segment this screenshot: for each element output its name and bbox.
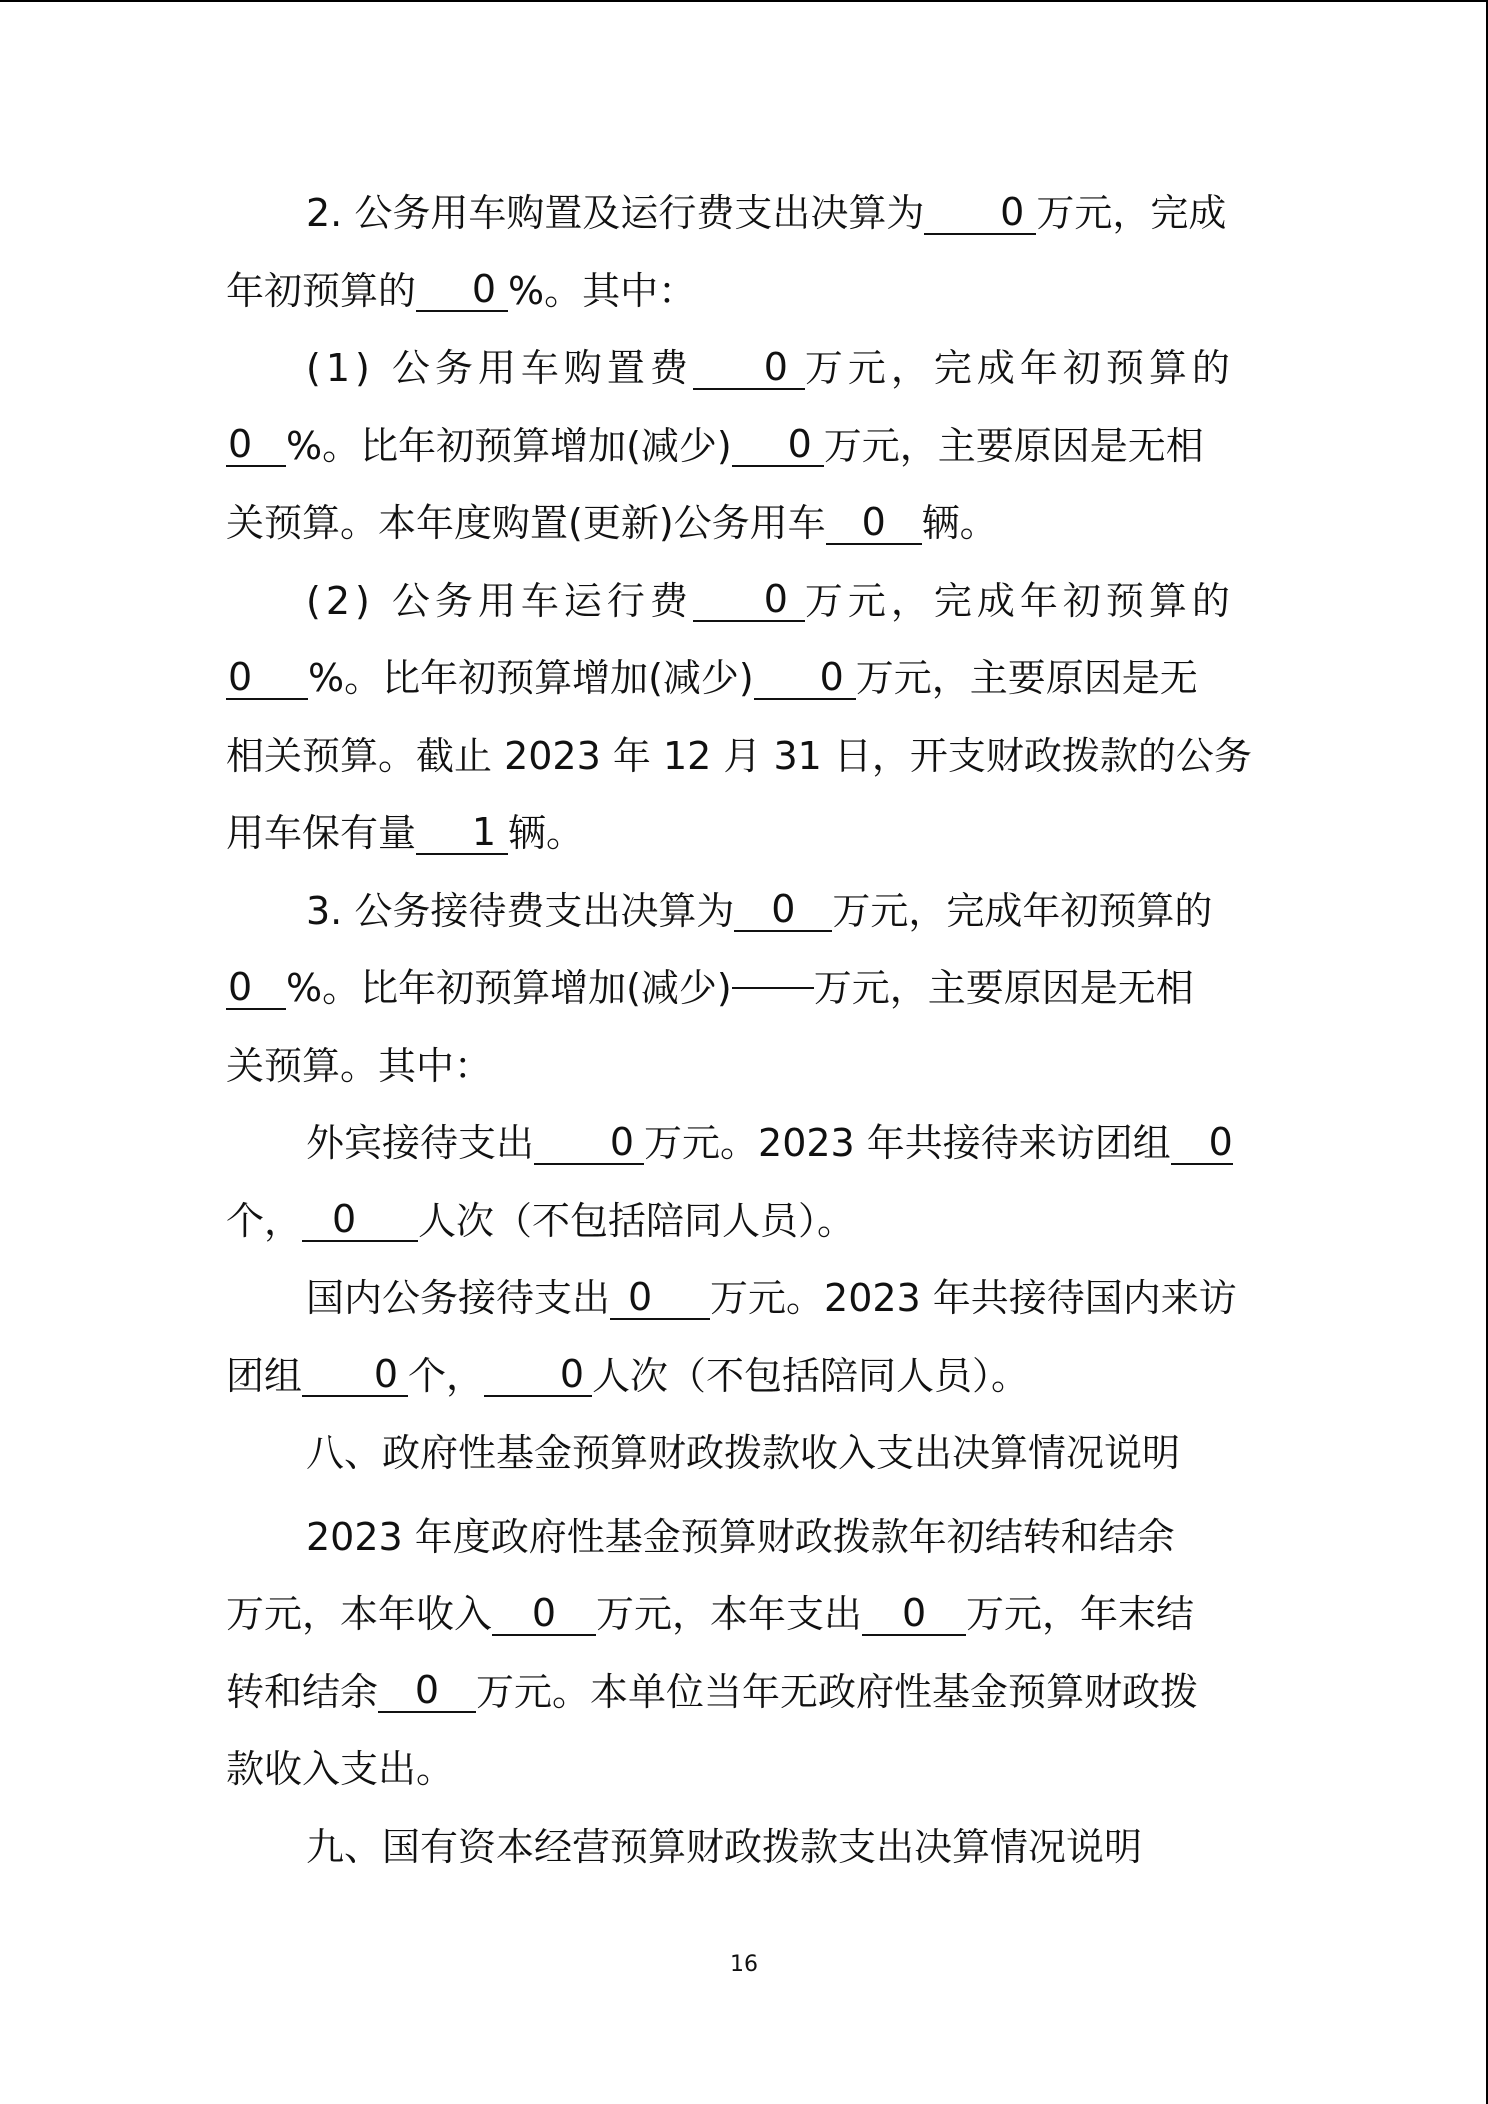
text: 个， xyxy=(408,1353,485,1398)
text: 3. 公务接待费支出决算为 xyxy=(306,888,735,933)
blank-value: 0 xyxy=(693,578,805,622)
text: 万元，完成年初预算的 xyxy=(804,346,1235,390)
blank-value: 1 xyxy=(416,811,508,855)
text: 万元。本单位当年无政府性基金预算财政拨 xyxy=(476,1669,1199,1714)
text: 2. 公务用车购置及运行费支出决算为 xyxy=(306,191,925,235)
text: 关预算。其中： xyxy=(226,1043,493,1088)
text: 辆。 xyxy=(921,501,998,545)
text: 万元，主要原因是无相 xyxy=(823,423,1204,468)
paragraph-line xyxy=(226,1183,1262,1261)
blank-value: 0 xyxy=(754,656,856,700)
paragraph-line xyxy=(226,1654,1262,1732)
blank-value: 0 xyxy=(924,191,1036,235)
blank-value: 0 xyxy=(732,423,824,467)
text: %。比年初预算增加(减少) xyxy=(286,966,732,1010)
text: 万元，年末结 xyxy=(966,1592,1195,1636)
paragraph-line xyxy=(226,1731,1262,1809)
blank-value: 0 xyxy=(226,656,308,700)
blank-value: 0 xyxy=(226,966,286,1010)
paragraph-line xyxy=(226,1105,1262,1183)
text: 万元。2023 年共接待国内来访 xyxy=(710,1276,1237,1320)
paragraph-line xyxy=(226,795,1262,873)
text: 万元，本年收入 xyxy=(226,1592,493,1636)
text: 年初预算的 xyxy=(226,268,417,313)
blank-value: 0 xyxy=(1171,1121,1233,1165)
text: 万元，主要原因是无相 xyxy=(813,966,1194,1010)
document-body xyxy=(226,175,1262,1886)
text: 人次（不包括陪同人员）。 xyxy=(592,1353,1030,1398)
text: 辆。 xyxy=(508,811,585,855)
text: %。其中： xyxy=(508,268,697,313)
paragraph-line xyxy=(226,408,1262,486)
text: 万元，本年支出 xyxy=(596,1592,863,1636)
paragraph-line xyxy=(226,1028,1262,1106)
text: 个， xyxy=(226,1198,303,1243)
text: 团组 xyxy=(226,1353,303,1398)
paragraph-line xyxy=(226,1576,1262,1654)
text: 万元。2023 年共接待来访团组 xyxy=(644,1121,1171,1165)
text: 相关预算。截止 2023 年 12 月 31 日，开支财政拨款的公务 xyxy=(226,733,1252,778)
text: 外宾接待支出 xyxy=(306,1121,535,1165)
text: (1) 公务用车购置费 xyxy=(306,346,693,390)
text: (2) 公务用车运行费 xyxy=(306,578,693,623)
paragraph-line xyxy=(226,1260,1262,1338)
blank-value: 0 xyxy=(378,1669,476,1713)
text: 人次（不包括陪同人员）。 xyxy=(418,1198,856,1243)
section-heading xyxy=(226,1809,1262,1887)
blank-value: 0 xyxy=(734,888,832,932)
blank-value: 0 xyxy=(534,1121,644,1165)
heading-text: 九、国有资本经营预算财政拨款支出决算情况说明 xyxy=(306,1824,1143,1869)
text: 万元，完成年初预算的 xyxy=(804,578,1235,623)
blank-value xyxy=(732,987,814,989)
blank-value: 0 xyxy=(484,1353,592,1397)
text: %。比年初预算增加(减少) xyxy=(286,423,732,468)
text: 国内公务接待支出 xyxy=(306,1276,611,1320)
blank-value: 0 xyxy=(416,268,508,312)
blank-value: 0 xyxy=(492,1592,596,1636)
blank-value: 0 xyxy=(862,1592,966,1636)
text: 万元，完成年初预算的 xyxy=(832,888,1213,933)
text: 2023 年度政府性基金预算财政拨款年初结转和结余 xyxy=(306,1514,1175,1559)
paragraph-line xyxy=(226,485,1262,563)
paragraph-line xyxy=(226,253,1262,331)
paragraph-line xyxy=(226,718,1262,796)
blank-value: 0 xyxy=(302,1353,408,1397)
paragraph-line xyxy=(226,1499,1262,1577)
text: 万元，完成 xyxy=(1036,191,1227,235)
blank-value: 0 xyxy=(693,346,805,390)
text: 款收入支出。 xyxy=(226,1747,455,1791)
text: 万元，主要原因是无 xyxy=(855,656,1198,700)
paragraph-line xyxy=(226,330,1262,408)
blank-value: 0 xyxy=(826,501,922,545)
text: 关预算。本年度购置(更新)公务用车 xyxy=(226,501,826,545)
paragraph-line xyxy=(226,640,1262,718)
text: 用车保有量 xyxy=(226,811,417,855)
paragraph-line xyxy=(226,873,1262,951)
text: 转和结余 xyxy=(226,1669,379,1714)
blank-value: 0 xyxy=(610,1276,710,1320)
paragraph-line xyxy=(226,1338,1262,1416)
page-number: 16 xyxy=(730,1952,758,1977)
paragraph-line xyxy=(226,950,1262,1028)
paragraph-line xyxy=(226,563,1262,641)
section-heading xyxy=(226,1415,1262,1493)
text: %。比年初预算增加(减少) xyxy=(308,656,754,700)
heading-text: 八、政府性基金预算财政拨款收入支出决算情况说明 xyxy=(306,1431,1181,1475)
blank-value: 0 xyxy=(302,1198,418,1242)
blank-value: 0 xyxy=(226,423,286,467)
paragraph-line xyxy=(226,175,1262,253)
